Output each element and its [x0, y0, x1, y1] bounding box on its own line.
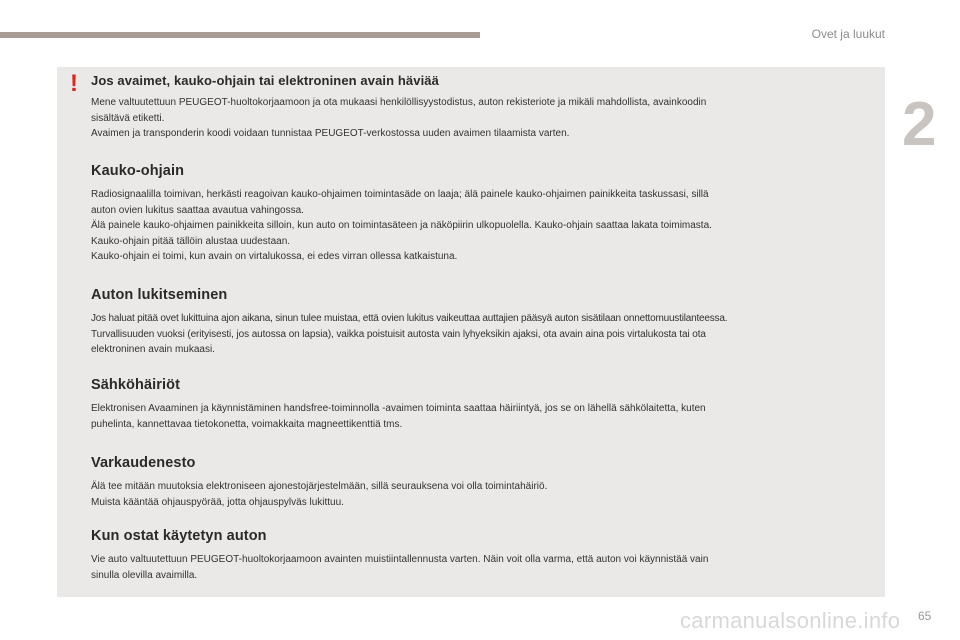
section-line: Muista kääntää ohjauspyörää, jotta ohjauspylväs lukittuu.	[91, 496, 344, 508]
section-line: auton ovien lukitus saattaa avautua vahingossa.	[91, 204, 304, 216]
section-title: Kauko-ohjain	[91, 163, 185, 179]
warning-exclamation-icon: !	[70, 70, 78, 97]
page-number: 65	[918, 609, 932, 623]
section-title: Varkaudenesto	[91, 455, 196, 471]
section-line: Älä painele kauko-ohjaimen painikkeita silloin, kun auto on toimintasäteen ja näköpiirin ulkopuolella. Kauko-ohjain saattaa lakata toimimasta.	[91, 220, 712, 231]
section-line: elektroninen avain mukaasi.	[91, 344, 215, 355]
header-accent-bar	[0, 32, 480, 38]
section-line: Turvallisuuden vuoksi (erityisesti, jos autossa on lapsia), vaikka poistuisit autosta vain lyhyeksikin ajaksi, ota avain aina pois virtalukosta tai ota	[91, 328, 706, 340]
warning-line: Avaimen ja transponderin koodi voidaan tunnistaa PEUGEOT-verkostossa uuden avaimen tilaamista varten.	[91, 128, 570, 139]
section-line: Jos haluat pitää ovet lukittuina ajon aikana, sinun tulee muistaa, että ovien lukitus vaikeuttaa auttajien pääsyä auton sisätilaan onnettomuustilanteessa.	[91, 313, 728, 324]
warning-line: Mene valtuutettuun PEUGEOT-huoltokorjaamoon ja ota mukaasi henkilöllisyystodistus, auton rekisteriote ja mikäli mahdollista, avainkoodin	[91, 97, 707, 108]
chapter-number: 2	[902, 90, 937, 159]
section-line: Kauko-ohjain ei toimi, kun avain on virtalukossa, ei edes virran ollessa katkaistuna.	[91, 251, 458, 262]
section-title: Kun ostat käytetyn auton	[91, 528, 267, 544]
section-electrical-interference	[91, 377, 881, 432]
section-used-car	[91, 528, 881, 583]
section-line: Radiosignaalilla toimivan, herkästi reagoivan kauko-ohjaimen toimintasäde on laaja; älä painele kauko-ohjaimen painikkeita taskussasi, sillä	[91, 189, 709, 200]
warning-block	[91, 73, 881, 142]
section-line: Älä tee mitään muutoksia elektroniseen ajonestojärjestelmään, sillä seurauksena voi olla toimintahäiriö.	[91, 481, 548, 492]
section-title: Sähköhäiriöt	[91, 377, 181, 393]
warning-line: sisältävä etiketti.	[91, 112, 165, 124]
section-line: sinulla olevilla avaimilla.	[91, 569, 198, 581]
section-remote-control	[91, 163, 881, 265]
section-anti-theft	[91, 455, 881, 510]
section-locking	[91, 287, 881, 358]
chapter-title: Ovet ja luukut	[811, 27, 885, 41]
section-title: Auton lukitseminen	[91, 287, 228, 303]
warning-title: Jos avaimet, kauko-ohjain tai elektroninen avain häviää	[91, 73, 439, 88]
watermark-text: carmanualsonline.info	[680, 608, 901, 633]
section-line: Vie auto valtuutettuun PEUGEOT-huoltokorjaamoon avainten muistiintallennusta varten. Näin voit olla varma, että auton voi käynnistää vain	[91, 554, 709, 565]
section-line: puhelinta, kannettavaa tietokonetta, voimakkaita magneettikenttiä tms.	[91, 418, 403, 430]
section-line: Elektronisen Avaaminen ja käynnistäminen handsfree-toiminnolla -avaimen toiminta saattaa häiriintyä, jos se on lähellä sähkölaitetta, kuten	[91, 403, 706, 414]
section-line: Kauko-ohjain pitää tällöin alustaa uudestaan.	[91, 235, 291, 247]
